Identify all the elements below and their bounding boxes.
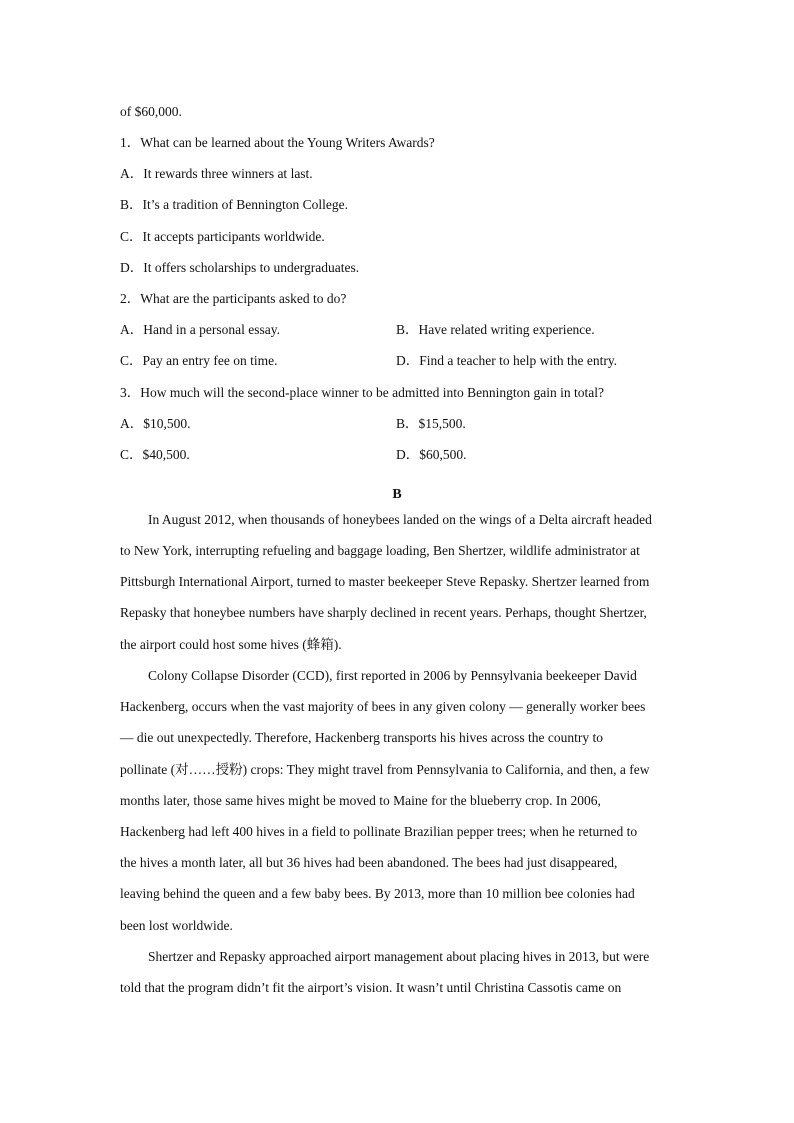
passage-line: Repasky that honeybee numbers have sharply declined in recent years. Perhaps, thought Shertzer,	[120, 605, 647, 620]
question-2-option-b: B．Have related writing experience.	[396, 322, 595, 337]
passage-line: been lost worldwide.	[120, 918, 233, 933]
passage-line: Hackenberg had left 400 hives in a field to pollinate Brazilian pepper trees; when he returned to	[120, 824, 638, 839]
passage-line: Shertzer and Repasky approached airport management about placing hives in 2013, but were	[148, 949, 650, 964]
passage-line: leaving behind the queen and a few baby bees. By 2013, more than 10 million bee colonies had	[120, 886, 635, 901]
question-1-option-b: B．It’s a tradition of Bennington College.	[120, 197, 348, 212]
passage-line: — die out unexpectedly. Therefore, Hackenberg transports his hives across the country to	[120, 730, 603, 745]
question-3-option-c: C．$40,500.	[120, 447, 190, 462]
passage-line: In August 2012, when thousands of honeybees landed on the wings of a Delta aircraft headed	[148, 512, 652, 527]
question-1-option-d: D．It offers scholarships to undergraduates.	[120, 260, 360, 275]
passage-line: the hives a month later, all but 36 hives had been abandoned. The bees had just disappeared,	[120, 855, 618, 870]
question-3-option-d: D．$60,500.	[396, 447, 467, 462]
passage-line: Pittsburgh International Airport, turned to master beekeeper Steve Repasky. Shertzer learned from	[120, 574, 650, 589]
question-1-option-a: A．It rewards three winners at last.	[120, 166, 313, 181]
question-3-option-a: A．$10,500.	[120, 416, 191, 431]
passage-line: Hackenberg, occurs when the vast majority of bees in any given colony — generally worker bees	[120, 699, 646, 714]
question-2-option-c: C．Pay an entry fee on time.	[120, 353, 278, 368]
question-2-option-d: D．Find a teacher to help with the entry.	[396, 353, 618, 368]
passage-line: pollinate (对……授粉) crops: They might travel from Pennsylvania to California, and then, a few	[120, 762, 650, 777]
question-3-option-b: B．$15,500.	[396, 416, 466, 431]
question-1-stem: 1．What can be learned about the Young Writers Awards?	[120, 135, 435, 150]
question-2-option-a: A．Hand in a personal essay.	[120, 322, 280, 337]
passage-line: the airport could host some hives (蜂箱).	[120, 637, 342, 652]
question-2-stem: 2．What are the participants asked to do?	[120, 291, 347, 306]
question-1-option-c: C．It accepts participants worldwide.	[120, 229, 325, 244]
passage-line: Colony Collapse Disorder (CCD), first reported in 2006 by Pennsylvania beekeeper David	[148, 668, 637, 683]
question-3-stem: 3．How much will the second-place winner to be admitted into Bennington gain in total?	[120, 385, 605, 400]
continued-text: of $60,000.	[120, 104, 182, 119]
passage-line: months later, those same hives might be moved to Maine for the blueberry crop. In 2006,	[120, 793, 601, 808]
passage-line: told that the program didn’t fit the airport’s vision. It wasn’t until Christina Cassotis came on	[120, 980, 622, 995]
section-heading: B	[392, 487, 402, 502]
passage-line: to New York, interrupting refueling and baggage loading, Ben Shertzer, wildlife administrator at	[120, 543, 640, 558]
